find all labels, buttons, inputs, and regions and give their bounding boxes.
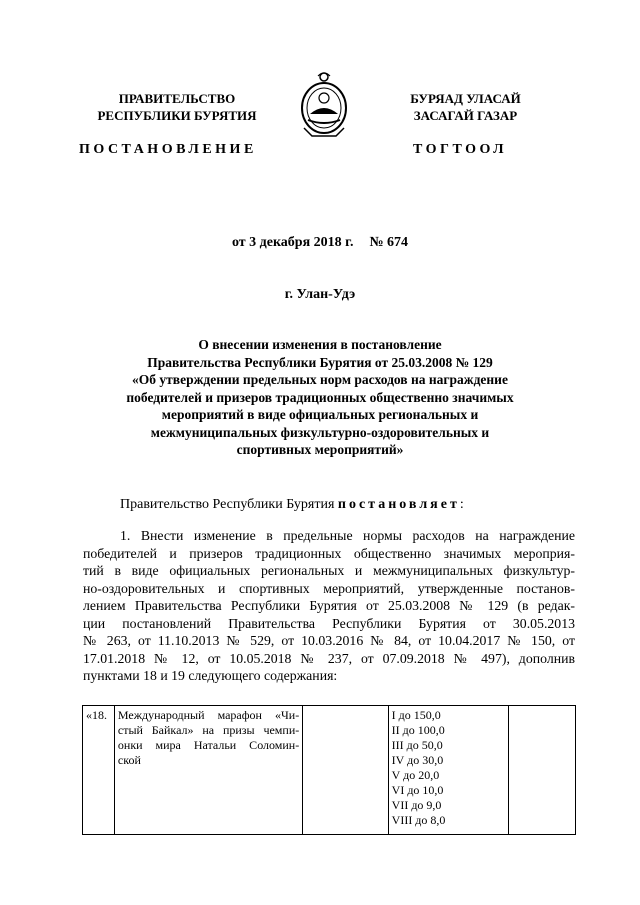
event-cell [114,706,302,835]
doctype-right: ТОГТООЛ [413,142,508,157]
place-amount: V до 20,0 [391,768,440,782]
header-right-line-1: БУРЯАД УЛАСАЙ [410,91,521,106]
title-line: «Об утверждении предельных норм расходов на награждение [132,372,508,387]
document-date: от 3 декабря 2018 г. [231,235,354,250]
event-line: Международный марафон «Чи- [117,708,300,722]
decree-line [120,497,464,513]
decree-verb: постановляет [337,497,460,512]
header-right [378,90,553,124]
paragraph-line: но-оздоровительных и спортивных мероприятий, утвержденные постанов- [83,580,575,596]
paragraph-line: № 263, от 11.10.2013 № 529, от 10.03.2016 № 84, от 10.04.2017 № 150, от [83,633,575,648]
event-line: стый Байкал» на призы чемпи- [117,723,300,737]
norms-table [82,705,576,835]
paragraph-line: лением Правительства Республики Бурятия от 25.03.2008 № 129 (в редак- [83,598,575,613]
title-line: победителей и призеров традиционных общественно значимых [126,389,514,405]
place-amount: VII до 9,0 [391,798,442,812]
title-line: Правительства Республики Бурятия от 25.03.2008 № 129 [147,354,493,370]
empty-cell [509,706,576,835]
paragraph-line: победителей и призеров традиционных общественно значимых мероприя- [83,545,575,561]
place-amount: IV до 30,0 [391,753,444,767]
place-amount: I до 150,0 [391,708,441,722]
doctype-left: ПОСТАНОВЛЕНИЕ [79,142,257,157]
decree-lead: Правительство Республики Бурятия [120,497,335,512]
empty-cell [303,706,388,835]
date-line [0,235,640,251]
table-row [83,706,576,835]
place-amount: VIII до 8,0 [391,813,446,827]
places-cell [388,706,508,835]
decree-colon: : [459,497,464,512]
paragraph-line: пунктами 18 и 19 следующего содержания: [83,668,338,683]
title-line: мероприятий в виде официальных региональных и [161,407,479,422]
event-line: ской [117,753,141,767]
document-title [100,336,540,459]
city: г. Улан-Удэ [284,287,356,302]
paragraph-line: 1. Внести изменение в предельные нормы расходов на награждение [120,528,575,543]
paragraph-1 [83,527,575,685]
paragraph-line: ции постановлений Правительства Республики Бурятия от 30.05.2013 [83,615,575,631]
title-line: межмуниципальных физкультурно-оздоровительных и [150,424,490,440]
document-number: № 674 [369,235,409,250]
header-right-line-2: ЗАСАГАЙ ГАЗАР [413,108,518,123]
event-line: онки мира Натальи Соломин- [117,738,300,752]
place-amount: III до 50,0 [391,738,443,752]
header-left [82,90,272,124]
paragraph-line: 17.01.2018 № 12, от 10.05.2018 № 237, от 07.09.2018 № 497), дополнив [83,650,575,666]
place-amount: VI до 10,0 [391,783,444,797]
paragraph-line: тий в виде официальных региональных и межмуниципальных физкультур- [83,563,575,578]
emblem-icon [296,68,352,140]
place-amount: II до 100,0 [391,723,445,737]
header-left-line-2: РЕСПУБЛИКИ БУРЯТИЯ [97,108,257,123]
header-left-line-1: ПРАВИТЕЛЬСТВО [118,91,236,106]
title-line: О внесении изменения в постановление [198,337,442,352]
row-number-cell: «18. [83,706,115,835]
title-line: спортивных мероприятий» [236,442,404,457]
